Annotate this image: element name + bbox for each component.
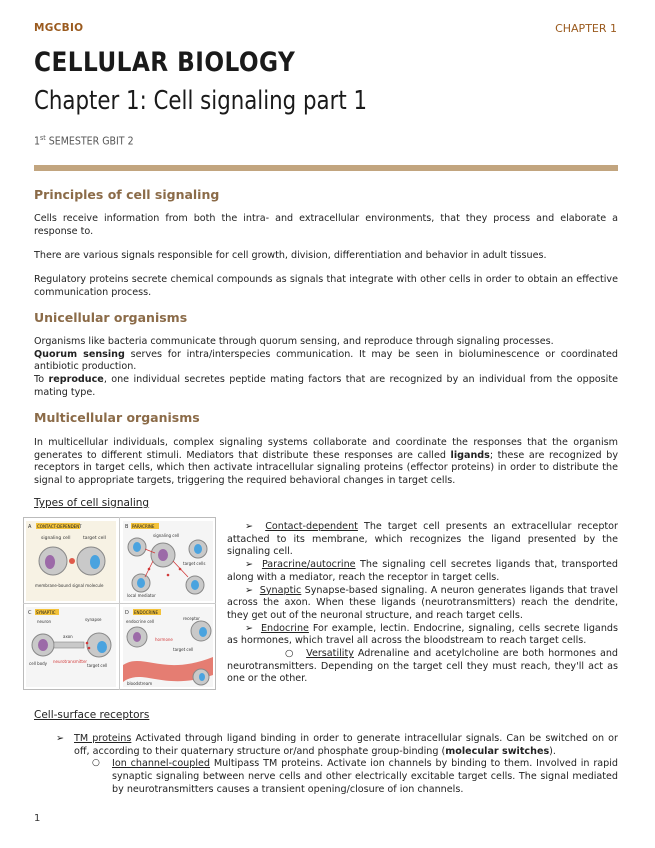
title-divider — [34, 165, 618, 171]
header-course-code: MGCBIO — [34, 22, 84, 34]
type-item-contact: ➢ Contact-dependent The target cell presents an extracellular receptor attached to its membrane, which recognizes the ligand presented by the signaling cell. — [227, 521, 618, 558]
panel-c-label: SYNAPTIC — [36, 610, 56, 615]
panel-d-l4: target cell — [173, 647, 194, 652]
panel-c-l2: synapse — [85, 617, 102, 622]
panel-d-l3: hormone — [155, 637, 173, 642]
semester-label: 1st SEMESTER GBIT 2 — [34, 134, 134, 148]
panel-d-l2: receptor — [183, 616, 200, 621]
principles-paragraph-1: Cells receive information from both the intra- and extracellular environments, that they process and elaborate a response to. — [34, 213, 618, 237]
panel-c-letter: C — [28, 610, 32, 616]
panel-paracrine — [123, 521, 213, 601]
unicellular-line-1: Organisms like bacteria communicate through quorum sensing, and reproduce through signaling processes. — [34, 336, 554, 347]
type-item-synaptic: ➢ Synaptic Synapse-based signaling. A neuron generates ligands that travel across the axon. When these ligands (neurotransmitters) reach the dendrite, they get out of the neuronal structure, and reach target cells. — [227, 584, 618, 621]
panel-d-letter: D — [125, 610, 129, 616]
quorum-sensing-line: Quorum sensing serves for intra/interspecies communication. It may be seen in bioluminescence or coordinated antibiotic production. — [34, 348, 619, 373]
panel-a-l3: membrane-bound signal molecule — [35, 583, 104, 588]
panel-c-l4: cell body — [29, 661, 48, 666]
panel-a-l1: signaling cell — [41, 536, 71, 541]
panel-c-l3: axon — [63, 634, 73, 639]
heading-multicellular: Multicellular organisms — [34, 410, 200, 425]
header-chapter: CHAPTER 1 — [555, 22, 617, 35]
panel-endocrine — [123, 607, 213, 687]
multicellular-paragraph: In multicellular individuals, complex signaling systems collaborate and coordinate the responses that the organism generates to different stimuli. Mediators that distribute these responses are called ligands; these are recognized by receptors in target cells, which then activate intracellular signaling proteins (effector proteins) in order to distribute the signal to appropriate targets, triggering the required behavioral changes in target cells. — [34, 437, 618, 487]
reproduce-line: To reproduce, one individual secretes peptide mating factors that are recognized by an individual from the opposite mating type. — [34, 374, 618, 398]
panel-d-l1: endocrine cell — [126, 619, 155, 624]
principles-paragraph-3: Regulatory proteins secrete chemical compounds as signals that integrate with other cells in order to obtain an effective communication process. — [34, 274, 618, 298]
receptors-list — [34, 733, 618, 797]
panel-b-l2: target cells — [183, 561, 206, 566]
panel-contact-dependent — [26, 521, 116, 601]
document-title: CELLULAR BIOLOGY — [34, 47, 296, 78]
panel-a-label: CONTACT-DEPENDENT — [37, 524, 82, 529]
panel-d-l5: bloodstream — [127, 681, 153, 686]
types-heading: Types of cell signaling — [34, 497, 150, 509]
panel-d-label: ENDOCRINE — [134, 610, 159, 615]
types-of-signaling-list — [227, 521, 618, 686]
panel-c-l5: neurotransmitter — [53, 659, 88, 664]
unicellular-block — [34, 336, 618, 400]
panel-c-l1: neuron — [37, 619, 52, 624]
panel-b-label: PARACRINE — [132, 524, 155, 529]
document-subtitle: Chapter 1: Cell signaling part 1 — [34, 86, 368, 116]
panel-a-l2: target cell — [83, 536, 106, 541]
principles-paragraph-2: There are various signals responsible for cell growth, division, differentiation and behavior in adult tissues. — [34, 250, 547, 261]
heading-unicellular: Unicellular organisms — [34, 310, 188, 325]
receptor-subitem-ion: ○ Ion channel-coupled Multipass TM proteins. Activate ion channels by binding to them. Involved in rapid synaptic signaling between nerve cells and other electrically excitable target cells. The signal mediated by neurotransmitters causes a transient opening/closure of ion channels. — [92, 758, 618, 795]
heading-principles: Principles of cell signaling — [34, 187, 220, 202]
type-item-endocrine: ➢ Endocrine For example, lectin. Endocrine, signaling, cells secrete ligands as hormones, which travel all across the bloodstream to reach target cells. — [227, 622, 618, 647]
page-number: 1 — [34, 813, 41, 824]
receptors-heading: Cell-surface receptors — [34, 709, 150, 721]
panel-a-letter: A — [28, 524, 32, 530]
type-item-paracrine: ➢ Paracrine/autocrine The signaling cell secretes ligands that, transported along with a mediator, reach the receptor in target cells. — [227, 559, 618, 583]
panel-c-l6: target cell — [87, 663, 108, 668]
cell-signaling-figure — [23, 517, 216, 690]
panel-b-l1: signaling cell — [153, 533, 180, 538]
panel-b-letter: B — [125, 524, 129, 530]
panel-synaptic — [26, 607, 116, 687]
panel-b-l3: local mediator — [127, 593, 156, 598]
type-subitem-versatility: ○ Versatility Adrenaline and acetylcholine are both hormones and neurotransmitters. Depending on the target cell they must reach, they'll act as one or the other. — [227, 648, 618, 685]
receptor-item-tm: ➢ TM proteins Activated through ligand binding in order to generate intracellular signals. Can be switched on or off, according to their quaternary structure or/and phosphate group-binding (molecular switches). — [56, 733, 618, 757]
